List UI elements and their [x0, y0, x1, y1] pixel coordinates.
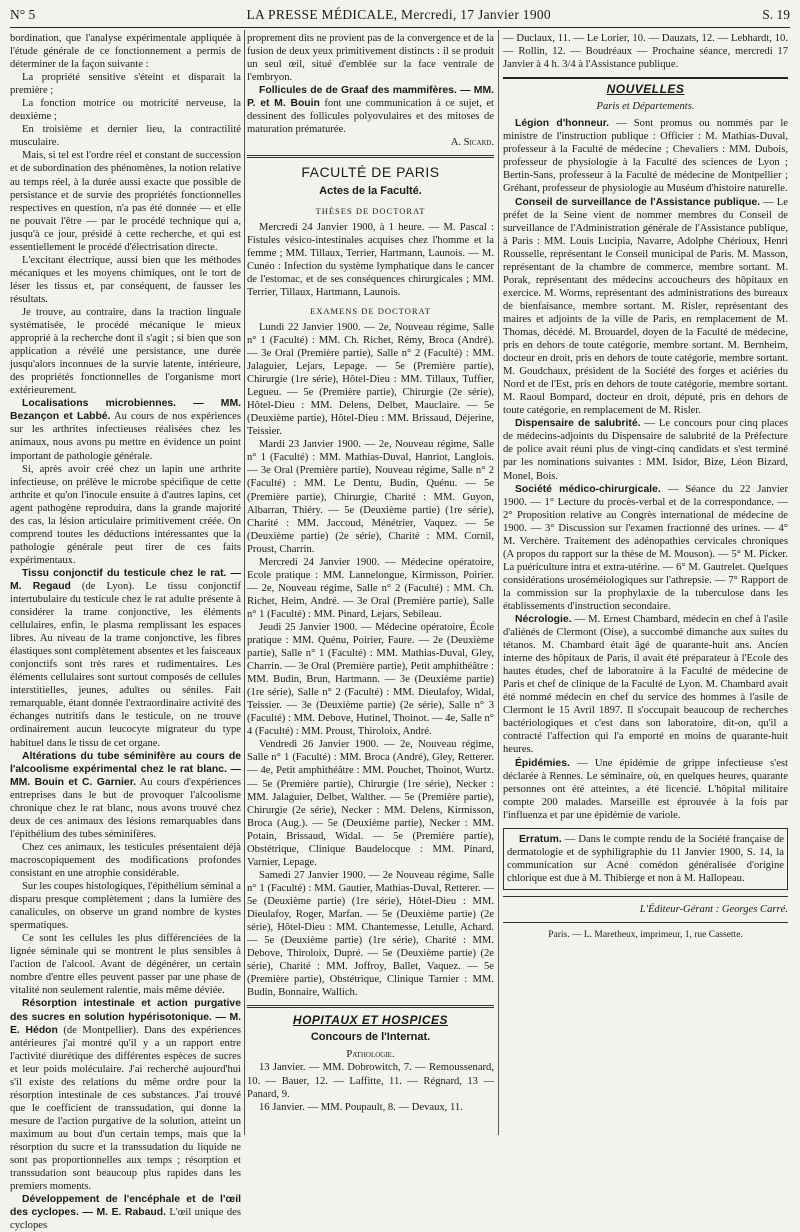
- column-1: [10, 32, 241, 1232]
- exams-list: [247, 321, 494, 999]
- news-item: Conseil de surveillance de l'Assistance publique. — Le préfet de la Seine vient de nommer membres du Conseil de surveillance de l'Administration générale de l'Assistance publique, à Paris : MM. Louis Lucipia, Navarre, Adolphe Chérioux, Henri Rousselle, représentant le Conseil municipal de Paris. M. Masson, représentant de la chambre de commerce, membre sortant. M. Porak, représentant des médecins accoucheurs des hôpitaux en exercice. M. Worms, représentant des administrations des bureaux de bienfaisance, membre sortant. M. Risler, représentant des maires et adjoints de la ville de Paris, en remplacement de M. Thomas, décédé. M. Brouardel, doyen de la Faculté de médecine, pris en dehors de toute catégorie, membre sortant. M. Bernheim, docteur en droit, pris en dehors de toute catégorie, membre sortant. M. Goudchaux, président de la Société des forges et aciéries du Nord et de l'Est, pris en dehors de toute catégorie, membre sortant. M. Raoul Bompard, docteur en droit, député, pris en dehors de toute catégorie, en remplacement de M. Risler.: [503, 196, 788, 417]
- article-title: Résorption intestinale et action purgative des sucres en solution hypérisotonique. — M. E. Hédon: [10, 998, 241, 1036]
- column-3: [503, 32, 788, 1130]
- paragraph: Mais, si tel est l'ordre réel et constant de succession et de subordination des phénomènes, la notion relative au temps réel, à la durée aussi exacte que possible de persistance et de survie des propriétés fonctionnelles respectives en question, n'a pas été donnée — et elle ne pouvait l'être — par le procédé technique qui a, jusqu'à ce jour, présidé à cette recherche, et qui est essentiellement le procédé d'électrisation directe.: [10, 150, 241, 253]
- theses-heading: THÈSES DE DOCTORAT: [315, 205, 426, 216]
- communication: Tissu conjonctif du testicule chez le rat. — M. Regaud (de Lyon). Le tissu conjonctif intertubulaire du testicule chez le rat adulte présente à considérer la trame conjonctive, les éléments cellulaires, enfin, le plasma remplissant les espaces libres. Au niveau de la trame conjonctive, les fibres élastiques sont complètement absentes et les faisceaux conjonctifs sont très rares et rudimentaires. Les éléments cellulaires sont surtout composés de cellules interstitielles, jeunes, adultes ou séniles. Fait remarquable, étant donnée l'extraordinaire activité des échanges nutritifs dans le testicule, on ne trouve ordinairement aucun leucocyte migrateur du type habituel dans le tissu de cet organe.: [10, 567, 241, 749]
- news-list: [503, 117, 788, 822]
- article-title: Société médico-chirurgicale.: [515, 483, 661, 495]
- paragraph: Je trouve, au contraire, dans la traction linguale systématisée, le procédé mécanique le mieux approprié à la recherche dont il s'agit ; si bien que son application a révélé une persistance, une durée jusqu'alors inconnues de la survie latente, intérieure, des propriétés fonctionnelles de l'organisme mort extérieurement.: [10, 306, 241, 397]
- nouvelles-subtitle: Paris et Départements.: [596, 101, 695, 113]
- news-item: Épidémies. — Une épidémie de grippe infectieuse s'est déclarée à Rennes. Le séminaire, où, en quelques heures, quarante personnes ont été atteintes, a été licencié. L'hôpital militaire compte 200 malades. Marseille est éprouvée à la fois par l'influenza et par une épidémie de variole.: [503, 757, 788, 821]
- hopitaux-subtitle: Concours de l'Internat.: [310, 1031, 431, 1044]
- paragraph: bordination, que l'analyse expérimentale appliquée à l'étude générale de ce fonctionnement a permis de déterminer de la façon suivante :: [10, 33, 241, 71]
- pathologie-heading: Pathologie.: [346, 1049, 395, 1061]
- news-item: Nécrologie. — M. Ernest Chambard, médecin en chef à l'asile d'aliénés de Clermont (Oise), a succombé dimanche aux suites du tétanos. M. Chambard était âgé de quarante-huit ans. Ancien interne des hôpitaux de Paris, il avait été préparateur à l'Ecole des hautes études, chef de laboratoire à la Faculté de médecine de Paris et chef de clinique de la Faculté de Lyon. M. Chambard avait été nommé médecin en chef du service des hommes à l'asile de Clermont le 15 Avril 1897. Il s'occupait beaucoup de recherches bactériologiques et c'est dans son laboratoire, dit-on, qu'il a contracté l'affection qui l'a emporté en moins de quarante-huit heures.: [503, 614, 788, 756]
- exam-day: Vendredi 26 Janvier 1900. — 2e, Nouveau régime, Salle n° 1 (Faculté) : MM. Broca (André), Gley, Retterer. — 4e, Petit amphithéâtre : MM. Pouchet, Thoinot, Wurtz. — 5e (Première partie), Chirurgie (1re série), Necker : MM. Jalaguier, Delbet, Walther. — 5e (Première partie), Chirurgie (2e série), Necker : MM. Delens, Kirmisson, Broca (Aug.). — 5e (Deuxième partie), Necker : MM. Potain, Brissaud, Widal. — 5e (Première partie), Obstétrique, Clinique Baudelocque : MM. Pinard, Varnier, Lepage.: [247, 739, 494, 868]
- nouvelles-title: NOUVELLES: [606, 82, 685, 97]
- header-rule: [10, 27, 790, 28]
- hopitaux-title: HOPITAUX ET HOSPICES: [292, 1013, 449, 1028]
- section-rule: [247, 155, 494, 158]
- column-2: [247, 32, 494, 1130]
- paragraph: L'excitant électrique, aussi bien que les méthodes mécaniques et les moyens chimiques, ont le tort de léser les tissus et, par conséquent, de fausser les résultats.: [10, 254, 241, 305]
- paragraph: — Duclaux, 11. — Le Lorier, 10. — Dauzats, 12. — Lebhardt, 10. — Rollin, 12. — Boudréaux — Prochaine séance, mercredi 17 Janvier à 4 h. 3/4 à l'Assistance publique.: [503, 33, 788, 71]
- graaf-communication: Follicules de de Graaf des mammifères. — MM. P. et M. Bouin font une communication à ce sujet, et dessinent des follicules polyovulaires et des mitoses de maturation prématurée.: [247, 85, 495, 136]
- article-title: Dispensaire de salubrité.: [515, 418, 641, 430]
- article-title: Localisations microbiennes. — MM. Bezançon et Labbé.: [10, 398, 241, 423]
- exam-day: Mardi 23 Janvier 1900. — 2e, Nouveau régime, Salle n° 1 (Faculté) : MM. Mathias-Duval, Hanriot, Langlois. — 3e Oral (Première partie), Nouveau régime, Salle n° 2 (Faculté) : MM. Le Dentu, Budin, Quénu. — 5e (Première partie), Chirurgie, Charité : MM. Guyon, Albarran, Thiéry. — 5e (Deuxième partie) (1re série), Charité : MM. Jaccoud, Ménétrier, Vaquez. — 5e (Deuxième partie) (2e série), Charité : MM. Cornil, Proust, Charrin.: [247, 439, 494, 555]
- communication: Sur les coupes histologiques, l'épithélium séminal a disparu presque complètement ; dans la lumière des canalicules, on observe un grand nombre de kystes spermatiques.: [10, 881, 241, 932]
- article-title: Follicules de de Graaf des mammifères. — MM. P. et M. Bouin: [247, 85, 494, 110]
- footer-rule: [503, 922, 788, 923]
- page-number: S. 19: [762, 7, 790, 22]
- theses-text: Mercredi 24 Janvier 1900, à 1 heure. — M. Pascal : Fistules vésico-intestinales acquises chez l'homme et la femme ; MM. Tillaux, Terrier, Hartmann, Launois. — M. Cunéo : Infection du système lymphatique dans le cancer de l'estomac, et de ses conséquences chirurgicales ; MM. Terrier, Tillaux, Hartmann, Launois.: [247, 221, 494, 298]
- communication: Si, après avoir créé chez un lapin une arthrite infectieuse, on prélève le microbe spécifique de cette arthrite et qu'on l'inocule ensuite à d'autres lapins, cet agent pathogène reproduira, dans la grande majorité des cas, la lésion articulaire primitivement créée. On comprend toutes les déductions intéressantes que la pathologie générale peut tirer de ces faits expérimentaux.: [10, 463, 241, 566]
- exam-day: Jeudi 25 Janvier 1900. — Médecine opératoire, École pratique : MM. Quénu, Poirier, Faure. — 2e (Deuxième partie), Salle n° 1 (Faculté) : MM. Mathias-Duval, Gley, Charrin. — 3e Oral (Première partie), Petit amphithéâtre : MM. Budin, Brun, Hartmann. — 3e (Deuxième partie) (1re série), Salle n° 2 (Faculté) : MM. Dieulafoy, Widal, Teissier. — 3e (Deuxième partie) (2e série), Salle n° 3 (Faculté) : MM. Debove, Hutinel, Thoinot. — 4e, Salle n° 4 (Faculté) : MM. Proust, Thiroloix, André.: [247, 621, 494, 738]
- column-rule: [498, 30, 499, 1135]
- section-rule: [503, 77, 788, 79]
- issue-number: N° 5: [10, 7, 36, 22]
- article-title: Épidémies.: [515, 757, 570, 769]
- exams-heading: EXAMENS DE DOCTORAT: [310, 305, 431, 316]
- exam-day: Samedi 27 Janvier 1900. — 2e Nouveau régime, Salle n° 1 (Faculté) : MM. Gautier, Mathias-Duval, Retterer. — 5e (Deuxième partie) (1re série), Hôtel-Dieu : MM. Dieulafoy, Roger, Marfan. — 5e (Deuxième partie) (2e série), Hôtel-Dieu : MM. Chantemesse, Letulle, Achard. — 5e (Deuxième partie) (1re série), Charité : MM. Debove, Thiroloix, Dupré. — 5e (Deuxième partie) (2e série), Charité : MM. Joffroy, Ballet, Vaquez. — 5e (Première partie), Obstétrique, Clinique Tarnier : MM. Budin, Bonnaire, Wallich.: [247, 869, 494, 999]
- paragraph: La fonction motrice ou motricité nerveuse, la deuxième ;: [10, 98, 241, 123]
- column-rule: [244, 30, 245, 1135]
- page-header: [10, 4, 790, 26]
- news-item: Société médico-chirurgicale. — Séance du 22 Janvier 1900. — 1° Lecture du procès-verbal et de la correspondance. — 2° Proposition relative au Congrès international de médecine de 1900. — 3° Discussion sur l'examen fractionné des urines. — 4° M. Verchère. Traitement des adénopathies cervicales chroniques (A propos du rapport sur la thèse de M. Mouson). — 5° M. Picker. La puériculture intra et extra-utérine. — 6° M. Gautrelet. Quelques considérations uroséméiologiques sur l'athrepsie. — 7° Rapport de la commission sur la prophylaxie de la tuberculose dans les établissements d'instruction secondaire.: [503, 483, 788, 612]
- erratum-box: [503, 828, 788, 890]
- news-item: Dispensaire de salubrité. — Le concours pour cinq places de médecins-adjoints du Dispensaire de salubrité de la Préfecture de police avait réuni plus de vingt-cinq candidats et s'est terminé par les nominations suivantes : MM. Isidor, Bize, Léon Bizard, Monel, Bois.: [503, 418, 788, 482]
- paragraph: La propriété sensitive s'éteint et disparait la première ;: [10, 72, 241, 97]
- exam-day: Mercredi 24 Janvier 1900. — Médecine opératoire, Ecole pratique : MM. Lannelongue, Kirmisson, Poirier. — 2e, Nouveau régime, Salle n° 2 (Faculté) : MM. Ch. Richet, Heim, André. — 3e Oral (Première partie), Salle n° 1 (Faculté) : MM. Pinard, Lejars, Sebileau.: [247, 556, 494, 620]
- paragraph: En troisième et dernier lieu, la contractilité musculaire.: [10, 124, 241, 149]
- printer-line: Paris. — L. Maretheux, imprimeur, 1, rue Cassette.: [548, 930, 743, 940]
- communications-list: [10, 397, 241, 1232]
- exam-day: Lundi 22 Janvier 1900. — 2e, Nouveau régime, Salle n° 1 (Faculté) : MM. Ch. Richet, Rémy, Broca (André). — 3e Oral (Première partie), Salle n° 2 (Faculté) : MM. Jalaguier, Lejars, Lepage. — 5e (Première partie), Chirurgie (1re série), Hôtel-Dieu : MM. Tillaux, Tuffier, Legueu. — 5e (Première partie), Chirurgie (2e série), Hôtel-Dieu : MM. Delens, Delbet, Mauclaire. — 5e (Deuxième partie), Hôtel-Dieu : MM. Brissaud, Déjerine, Teissier.: [247, 321, 494, 438]
- article-title: Altérations du tube séminifère au cours de l'alcoolisme expérimental chez le rat blanc. — MM. Bouin et C. Garnier.: [10, 750, 241, 788]
- result-line: 16 Janvier. — MM. Poupault, 8. — Devaux, 11.: [259, 1101, 463, 1113]
- faculte-title: FACULTÉ DE PARIS: [301, 164, 440, 181]
- section-rule: [247, 1005, 494, 1008]
- result-line: 13 Janvier. — MM. Dobrowitch, 7. — Remoussenard, 10. — Bauer, 12. — Laffitte, 11. — Régnard, 13 — Panard, 9.: [247, 1062, 494, 1100]
- article-title: Tissu conjonctif du testicule chez le rat. — M. Regaud: [10, 567, 241, 592]
- news-item: Légion d'honneur. — Sont promus ou nommés par le ministre de l'instruction publique : Officier : M. Mathias-Duval, professeur à la Faculté de médecine ; Chevaliers : MM. Dubois, professeur de physiologie à la Faculté des sciences de Lyon ; Bertin-Sans, professeur à la Faculté de médecine de Montpellier ; Gréhant, professeur de physiologie au Muséum d'histoire naturelle.: [503, 118, 788, 195]
- erratum: Erratum. — Dans le compte rendu de la Société française de dermatologie et de syphiligraphie du 11 Janvier 1900, S. 14, la communication sur Acné comédon généralisée d'origine chlorique est due à M. Thibierge et non à M. Hallopeau.: [507, 833, 784, 884]
- editor-line: L'Éditeur-Gérant : Georges Carré.: [639, 903, 788, 915]
- communication: Altérations du tube séminifère au cours de l'alcoolisme expérimental chez le rat blanc. — MM. Bouin et C. Garnier. Au cours d'expériences entreprises dans le but de provoquer l'alcoolisme chronique chez le rat blanc, nous avons trouvé chez deux de ces animaux des lésions remarquables dans l'épithélium des tubes séminifères.: [10, 750, 241, 840]
- footer-rule: [503, 896, 788, 897]
- communication: Chez ces animaux, les testicules présentaient déjà macroscopiquement des modifications profondes consistant en une atrophie considérable.: [10, 841, 241, 879]
- masthead: LA PRESSE MÉDICALE, Mercredi, 17 Janvier 1900: [246, 7, 551, 22]
- erratum-title: Erratum.: [519, 833, 562, 845]
- signature: A. Sicard.: [450, 137, 494, 149]
- article-title: Développement de l'encéphale et de l'œil des cyclopes. — M. E. Rabaud.: [10, 1194, 241, 1219]
- communication: Localisations microbiennes. — MM. Bezançon et Labbé. Au cours de nos expériences sur les arthrites infectieuses réalisées chez les animaux, nous avons pu mettre en évidence un point important de pathologie générale.: [10, 398, 241, 462]
- faculte-subtitle: Actes de la Faculté.: [319, 185, 422, 198]
- article-title: Légion d'honneur.: [515, 118, 610, 130]
- paragraph: proprement dits ne provient pas de la convergence et de la fusion de deux yeux primitivement distincts : il se produit un seul œil, situé d'emblée sur la face ventrale de l'embryon.: [247, 33, 494, 84]
- communication: Résorption intestinale et action purgative des sucres en solution hypérisotonique. — M. E. Hédon (de Montpellier). Dans des expériences antérieures j'ai montré qu'il y a un rapport entre l'activité diurétique des différentes espèces de sucres et leur poids moléculaire. J'ai recherché aujourd'hui s'il existe des relations du même ordre pour la résorption intestinale de ces substances. J'ai trouvé que le coefficient de transsudation, qui donne la mesure de l'action purgative de la solution, atteint un maximum au bout d'un certain temps, mais que la résorption du sucre et la transsudation du liquide ne sont pas proportionnelles aux temps ; résorption et transsudation sont beaucoup plus rapides dans les premiers moments.: [10, 998, 241, 1193]
- article-title: Nécrologie.: [515, 614, 572, 626]
- communication: Développement de l'encéphale et de l'œil des cyclopes. — M. E. Rabaud. L'œil unique des cyclopes: [10, 1194, 241, 1232]
- communication: Ce sont les cellules les plus différenciées de la lignée séminale qui se montrent le plus sensibles à l'action de l'alcool. Avant de dégénérer, un certain nombre d'entre elles peuvent passer par une phase de vitalité non seulement ralentie, mais même déviée.: [10, 933, 241, 997]
- article-title: Conseil de surveillance de l'Assistance publique.: [515, 196, 760, 208]
